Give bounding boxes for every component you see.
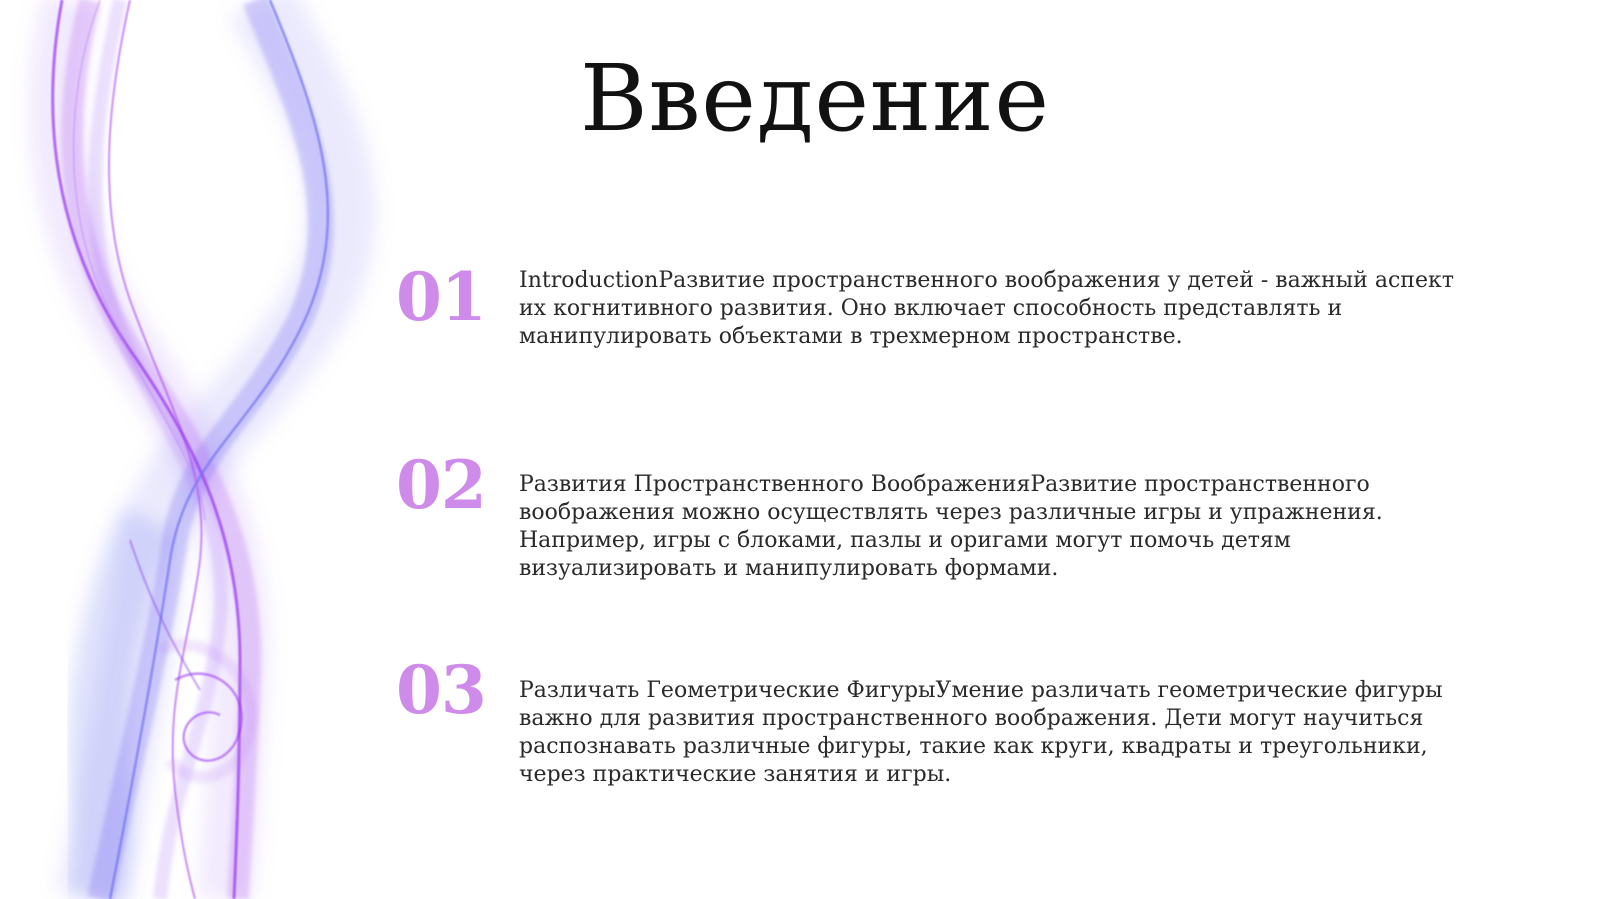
item-number: 03 xyxy=(396,651,486,729)
item-number: 02 xyxy=(396,446,486,524)
item-number: 01 xyxy=(396,258,486,336)
item-text: Развития Пространственного ВоображенияРазвитие пространственного воображения можно осуществлять через различные игры и упражнения. Например, игры с блоками, пазлы и оригами могут помочь детям визуализировать и манипулировать формами. xyxy=(519,472,1383,581)
item-text: IntroductionРазвитие пространственного воображения у детей - важный аспект их когнитивного развития. Оно включает способность представлять и манипулировать объектами в трехмерном пространстве. xyxy=(519,268,1454,349)
slide-title: Введение xyxy=(579,45,1051,152)
item-text: Различать Геометрические ФигурыУмение различать геометрические фигуры важно для развития пространственного воображения. Дети могут научиться распознавать различные фигуры, такие как круги, квадраты и треугольники, через практические занятия и игры. xyxy=(519,678,1443,787)
